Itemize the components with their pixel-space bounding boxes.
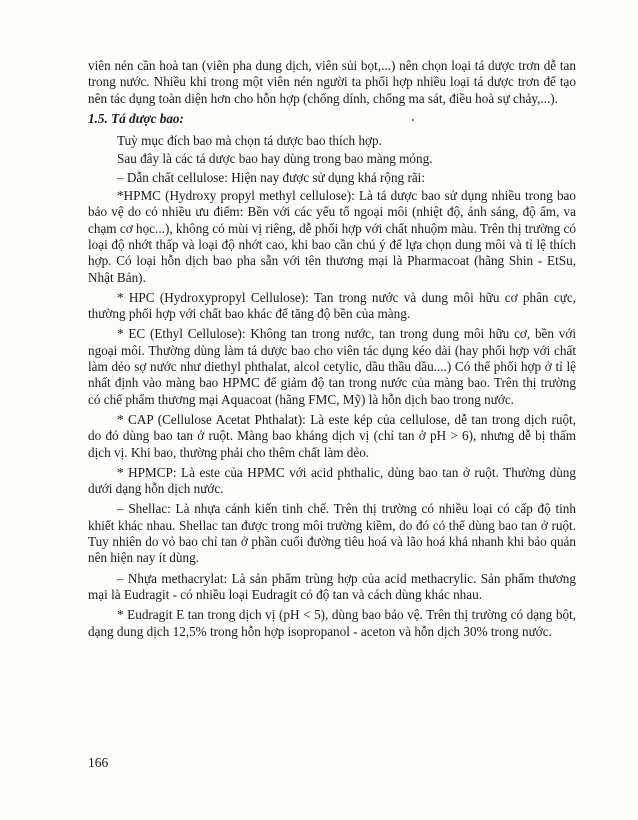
paragraph-continuation: viên nén cần hoà tan (viên pha dung dịch, viên sủi bọt,...) nên chọn loại tá dược trơn dễ tan trong nước. Nhiều khi trong một viên nén người ta phối hợp nhiều loại tá dược trơn để tạo nên tác dụng toàn diện hơn cho hỗn hợp (chống dính, chống ma sát, điều hoà sự chảy,...). <box>88 58 576 106</box>
paragraph-hpc: * HPC (Hydroxypropyl Cellulose): Tan trong nước và dung môi hữu cơ phân cực, thường phối hợp với chất bao khác để tăng độ bền của màng. <box>88 289 576 322</box>
paragraph-cap: * CAP (Cellulose Acetat Phthalat): Là este kép của cellulose, dễ tan trong dịch ruột, do đó dùng bao tan ở ruột. Màng bao kháng dịch vị (chỉ tan ở pH > 6), nhưng dễ bị thấm dịch vị. Khi bao, thường phải cho thêm chất làm dẻo. <box>88 411 576 460</box>
scan-speck <box>412 119 414 121</box>
paragraph-ec: * EC (Ethyl Cellulose): Không tan trong nước, tan trong dung môi hữu cơ, bền với ngoại môi. Thường dùng làm tá dược bao cho viên tác dụng kéo dài (hay phối hợp với chất làm dẻo sợ nước như diethyl phthalat, alcol cetylic, dầu thầu dầu....) Có thể phối hợp ở tỉ lệ nhất định vào màng bao HPMC để giảm độ tan trong nước của màng bao. Trên thị trường có chế phẩm thương mại Aquacoat (hãng FMC, Mỹ) là hỗn dịch bao trong nước. <box>88 326 576 407</box>
page-number: 166 <box>88 755 109 770</box>
paragraph-hpmc: *HPMC (Hydroxy propyl methyl cellulose): Là tá dược bao sử dụng nhiều trong bao bảo vệ do có nhiều ưu điểm: Bền với các yếu tố ngoại môi (nhiệt độ, ánh sáng, độ ẩm, va chạm cơ học...), không có mùi vị riêng, dễ phối hợp với chất nhuộm màu. Trên thị trường có loại độ nhớt thấp và loại độ nhớt cao, khi bao cần chú ý để lựa chọn dung môi và tỉ lệ thích hợp. Có loại hỗn dịch bao pha sẵn với tên thương mại là Pharmacoat (hãng Shin - EtSu, Nhật Bản). <box>88 188 576 285</box>
paragraph-methacrylate: – Nhựa methacrylat: Là sản phẩm trùng hợp của acid methacrylic. Sản phẩm thương mại là Eudragit - có nhiều loại Eudragit có độ tan và cách dùng khác nhau. <box>88 570 576 602</box>
paragraph-intro: Tuỳ mục đích bao mà chọn tá dược bao thích hợp. <box>117 133 382 149</box>
paragraph-hpmcp: * HPMCP: Là este của HPMC với acid phthalic, dùng bao tan ở ruột. Thường dùng dưới dạng hỗn dịch nước. <box>88 464 576 497</box>
page-body <box>88 58 576 644</box>
paragraph-cellulose-derivatives: – Dẫn chất cellulose: Hiện nay được sử dụng khá rộng rãi: <box>117 169 426 185</box>
section-heading: 1.5. Tá dược bao: <box>88 110 184 126</box>
paragraph-eudragit-e: * Eudragit E tan trong dịch vị (pH < 5), dùng bao bảo vệ. Trên thị trường có dạng bột, dạng dung dịch 12,5% trong hỗn hợp isopropanol - aceton và hỗn dịch 30% trong nước. <box>88 607 576 639</box>
paragraph-shellac: – Shellac: Là nhựa cánh kiến tinh chế. Trên thị trường có nhiều loại có cấp độ tinh khiết khác nhau. Shellac tan được trong môi trường kiềm, do đó có thể dùng bao tan ở ruột. Tuy nhiên do vỏ bao chỉ tan ở phần cuối đường tiêu hoá và lão hoá khá nhanh khi bảo quản nên hiện nay ít dùng. <box>88 501 576 566</box>
paragraph-intro-2: Sau đây là các tá dược bao hay dùng trong bao màng mỏng. <box>117 151 433 167</box>
